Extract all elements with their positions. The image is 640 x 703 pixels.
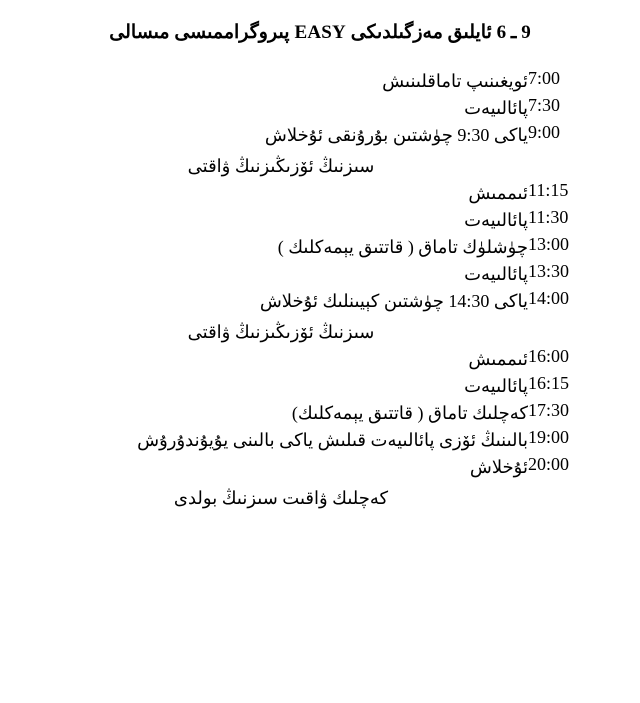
row-description	[34, 68, 528, 95]
row-description-text: پائالىيەت	[464, 263, 528, 284]
row-description-continued: سىزنىڭ ئۆزىڭىزنىڭ ۋاقتى	[187, 321, 375, 342]
row-time: 16:00	[528, 345, 570, 366]
row-description	[34, 180, 528, 207]
row-description	[34, 427, 528, 454]
row-description	[34, 346, 528, 373]
row-description	[34, 400, 528, 427]
table-row	[34, 400, 606, 427]
row-time: 7:00	[528, 67, 561, 88]
row-description	[34, 288, 528, 346]
row-description-text: پائالىيەت	[464, 375, 528, 396]
table-row	[34, 373, 606, 400]
table-row	[34, 207, 606, 234]
row-description	[34, 373, 528, 400]
row-description-text: بالىنىڭ ئۆزى پائالىيەت قىلىش ياكى بالىنى يۇيۇندۇرۇش	[137, 429, 528, 450]
row-time: 13:00	[528, 233, 570, 254]
table-row	[34, 95, 606, 122]
row-time: 11:30	[528, 206, 569, 227]
table-row	[34, 288, 606, 346]
table-row	[34, 261, 606, 288]
row-description	[34, 261, 528, 288]
row-description-text: ياكى 9:30 چۈشتىن بۇرۇنقى ئۇخلاش	[264, 124, 528, 145]
page-title: 9 ـ 6 ئايلىق مەزگىلدىكى EASY پىروگراممىسى مىسالى	[109, 22, 531, 43]
row-time: 9:00	[528, 121, 561, 142]
schedule-body	[34, 68, 606, 512]
row-description-text: ئىممىش	[468, 182, 528, 203]
row-description-text: چۈشلۈك تاماق ( قاتتىق يېمەكلىك )	[277, 236, 528, 257]
table-row	[34, 180, 606, 207]
table-row	[34, 427, 606, 454]
table-row	[34, 454, 606, 512]
row-description	[34, 95, 528, 122]
row-description-text: پائالىيەت	[464, 209, 528, 230]
row-time: 14:00	[528, 287, 570, 308]
row-description-continued: كەچلىك ۋاقىت سىزنىڭ بولدى	[173, 487, 389, 508]
table-row	[34, 234, 606, 261]
row-description-text: ياكى 14:30 چۈشتىن كېيىنلىك ئۇخلاش	[259, 290, 528, 311]
table-row	[34, 68, 606, 95]
row-time: 7:30	[528, 94, 561, 115]
row-time: 19:00	[528, 426, 570, 447]
row-description	[34, 122, 528, 180]
table-row	[34, 346, 606, 373]
row-description-text: ئويغىنىپ تاماقلىنىش	[382, 70, 528, 91]
row-description-text: ئۇخلاش	[469, 456, 528, 477]
table-row	[34, 122, 606, 180]
schedule-table	[34, 68, 606, 512]
row-description-text: ئىممىش	[468, 348, 528, 369]
row-description	[34, 207, 528, 234]
row-time: 17:30	[528, 399, 570, 420]
row-time: 20:00	[528, 453, 570, 474]
row-time: 11:15	[528, 179, 569, 200]
row-description	[34, 234, 528, 261]
row-description-text: پائالىيەت	[464, 97, 528, 118]
row-time: 13:30	[528, 260, 570, 281]
row-time: 16:15	[528, 372, 570, 393]
row-description-text: كەچلىك تاماق ( قاتتىق يېمەكلىك)	[291, 402, 528, 423]
row-description-continued: سىزنىڭ ئۆزىڭىزنىڭ ۋاقتى	[187, 155, 375, 176]
row-description	[34, 454, 528, 512]
